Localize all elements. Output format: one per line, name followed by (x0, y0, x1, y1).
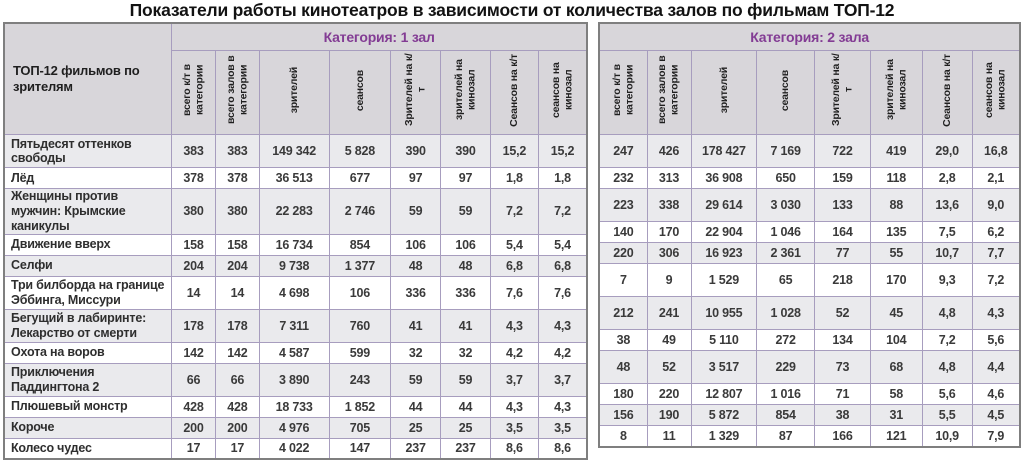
film-title-cell: Охота на воров (4, 342, 172, 363)
value-cell: 106 (441, 234, 491, 255)
value-cell: 378 (172, 168, 216, 189)
value-cell: 336 (441, 276, 491, 309)
value-cell: 854 (757, 405, 815, 426)
value-cell: 4,6 (972, 384, 1020, 405)
value-cell: 32 (441, 342, 491, 363)
film-title-cell: Короче (4, 417, 172, 438)
value-cell: 336 (391, 276, 441, 309)
tables-container (0, 22, 1024, 460)
value-cell: 8,6 (490, 438, 538, 459)
value-cell: 59 (391, 189, 441, 234)
value-cell: 4,8 (922, 297, 972, 330)
table-row (4, 396, 587, 417)
value-cell: 77 (815, 243, 871, 264)
column-header-1 (172, 51, 216, 135)
report-page (0, 1, 1024, 460)
value-cell: 4,3 (538, 396, 587, 417)
value-cell: 5,6 (972, 330, 1020, 351)
value-cell: 4,2 (490, 342, 538, 363)
value-cell: 1 377 (329, 255, 391, 276)
table-row (599, 222, 1020, 243)
value-cell: 10,7 (922, 243, 972, 264)
table-row (4, 255, 587, 276)
value-cell: 6,8 (490, 255, 538, 276)
value-cell: 17 (215, 438, 259, 459)
value-cell: 1 028 (757, 297, 815, 330)
table-row (599, 168, 1020, 189)
value-cell: 428 (215, 396, 259, 417)
column-header-4 (757, 51, 815, 135)
value-cell: 3,5 (490, 417, 538, 438)
value-cell: 65 (757, 264, 815, 297)
value-cell: 5 872 (691, 405, 757, 426)
value-cell: 166 (815, 426, 871, 447)
value-cell: 16 923 (691, 243, 757, 264)
value-cell: 38 (599, 330, 647, 351)
column-header-label: зрителей на кинозал (452, 59, 478, 121)
value-cell: 59 (441, 189, 491, 234)
value-cell: 6,8 (538, 255, 587, 276)
value-cell: 232 (599, 168, 647, 189)
column-header-8 (972, 51, 1020, 135)
column-header-label: сеансов на кинозал (983, 62, 1008, 119)
value-cell: 52 (647, 351, 691, 384)
column-header-3 (259, 51, 329, 135)
column-header-2 (215, 51, 259, 135)
value-cell: 178 (215, 309, 259, 342)
value-cell: 106 (329, 276, 391, 309)
column-header-label: всего залов в категории (656, 55, 682, 125)
value-cell: 9,0 (972, 189, 1020, 222)
column-header-row (599, 51, 1020, 135)
column-header-label: сеансов (353, 69, 366, 111)
film-title-cell: Движение вверх (4, 234, 172, 255)
value-cell: 36 908 (691, 168, 757, 189)
column-header-1 (599, 51, 647, 135)
value-cell: 383 (215, 135, 259, 168)
table-row (4, 276, 587, 309)
table-category-2-halls (598, 22, 1021, 448)
value-cell: 55 (870, 243, 922, 264)
value-cell: 29 614 (691, 189, 757, 222)
value-cell: 8 (599, 426, 647, 447)
value-cell: 14 (215, 276, 259, 309)
value-cell: 16 734 (259, 234, 329, 255)
film-title-cell: Женщины против мужчин: Крымские каникулы (4, 189, 172, 234)
value-cell: 106 (391, 234, 441, 255)
value-cell: 4,5 (972, 405, 1020, 426)
value-cell: 650 (757, 168, 815, 189)
value-cell: 48 (441, 255, 491, 276)
column-header-5 (815, 51, 871, 135)
film-title-cell: Плюшевый монстр (4, 396, 172, 417)
category-header: Категория: 1 зал (172, 23, 588, 51)
value-cell: 9,3 (922, 264, 972, 297)
value-cell: 390 (391, 135, 441, 168)
value-cell: 1 329 (691, 426, 757, 447)
value-cell: 118 (870, 168, 922, 189)
value-cell: 722 (815, 135, 871, 168)
value-cell: 164 (815, 222, 871, 243)
value-cell: 180 (599, 384, 647, 405)
value-cell: 7,6 (538, 276, 587, 309)
value-cell: 220 (599, 243, 647, 264)
value-cell: 1 046 (757, 222, 815, 243)
value-cell: 247 (599, 135, 647, 168)
value-cell: 383 (172, 135, 216, 168)
table-category-1-hall (3, 22, 588, 460)
value-cell: 4,2 (538, 342, 587, 363)
column-header-label: зрителей (287, 67, 300, 114)
value-cell: 178 427 (691, 135, 757, 168)
header-band-row (4, 23, 587, 51)
column-header-label: зрителей на кинозал (883, 59, 909, 121)
value-cell: 5,4 (538, 234, 587, 255)
table-row (4, 438, 587, 459)
value-cell: 142 (215, 342, 259, 363)
film-title-cell: Бегущий в лабиринте: Лекарство от смерти (4, 309, 172, 342)
value-cell: 38 (815, 405, 871, 426)
column-header-4 (329, 51, 391, 135)
value-cell: 4,3 (490, 309, 538, 342)
value-cell: 7 311 (259, 309, 329, 342)
value-cell: 15,2 (490, 135, 538, 168)
column-header-7 (490, 51, 538, 135)
category-header: Категория: 2 зала (599, 23, 1020, 51)
value-cell: 22 283 (259, 189, 329, 234)
value-cell: 25 (391, 417, 441, 438)
page-title: Показатели работы кинотеатров в зависимости от количества залов по фильмам ТОП-12 (129, 0, 895, 20)
value-cell: 204 (215, 255, 259, 276)
value-cell: 204 (172, 255, 216, 276)
value-cell: 88 (870, 189, 922, 222)
value-cell: 68 (870, 351, 922, 384)
films-column-header: ТОП-12 фильмов по зрителям (4, 23, 172, 135)
value-cell: 142 (172, 342, 216, 363)
value-cell: 218 (815, 264, 871, 297)
value-cell: 705 (329, 417, 391, 438)
value-cell: 380 (172, 189, 216, 234)
value-cell: 44 (391, 396, 441, 417)
value-cell: 419 (870, 135, 922, 168)
table-row (4, 135, 587, 168)
value-cell: 140 (599, 222, 647, 243)
value-cell: 48 (599, 351, 647, 384)
value-cell: 1,8 (490, 168, 538, 189)
value-cell: 428 (172, 396, 216, 417)
value-cell: 306 (647, 243, 691, 264)
column-header-8 (538, 51, 587, 135)
value-cell: 4,3 (490, 396, 538, 417)
value-cell: 7 169 (757, 135, 815, 168)
value-cell: 599 (329, 342, 391, 363)
value-cell: 48 (391, 255, 441, 276)
film-title-cell: Колесо чудес (4, 438, 172, 459)
value-cell: 3 517 (691, 351, 757, 384)
value-cell: 7,9 (972, 426, 1020, 447)
value-cell: 29,0 (922, 135, 972, 168)
value-cell: 380 (215, 189, 259, 234)
column-header-label: сеансов (779, 69, 792, 111)
value-cell: 3,7 (538, 363, 587, 396)
value-cell: 2 361 (757, 243, 815, 264)
value-cell: 147 (329, 438, 391, 459)
value-cell: 31 (870, 405, 922, 426)
value-cell: 7,7 (972, 243, 1020, 264)
column-header-3 (691, 51, 757, 135)
value-cell: 4 587 (259, 342, 329, 363)
table-row (599, 135, 1020, 168)
value-cell: 135 (870, 222, 922, 243)
value-cell: 7,2 (490, 189, 538, 234)
value-cell: 4,3 (972, 297, 1020, 330)
value-cell: 10,9 (922, 426, 972, 447)
film-title-cell: Три билборда на границе Эббинга, Миссури (4, 276, 172, 309)
value-cell: 97 (441, 168, 491, 189)
value-cell: 7,2 (972, 264, 1020, 297)
value-cell: 44 (441, 396, 491, 417)
value-cell: 97 (391, 168, 441, 189)
column-header-label: всего к/т в категории (610, 64, 636, 117)
value-cell: 7,5 (922, 222, 972, 243)
table-row (4, 168, 587, 189)
value-cell: 10 955 (691, 297, 757, 330)
value-cell: 25 (441, 417, 491, 438)
value-cell: 1 852 (329, 396, 391, 417)
value-cell: 156 (599, 405, 647, 426)
value-cell: 4,8 (922, 351, 972, 384)
value-cell: 2,1 (972, 168, 1020, 189)
column-header-label: Сеансов на к/т (940, 53, 953, 127)
value-cell: 66 (172, 363, 216, 396)
value-cell: 5,5 (922, 405, 972, 426)
value-cell: 41 (441, 309, 491, 342)
column-header-label: всего залов в категории (224, 55, 250, 125)
value-cell: 8,6 (538, 438, 587, 459)
value-cell: 18 733 (259, 396, 329, 417)
value-cell: 243 (329, 363, 391, 396)
value-cell: 760 (329, 309, 391, 342)
value-cell: 71 (815, 384, 871, 405)
value-cell: 378 (215, 168, 259, 189)
value-cell: 45 (870, 297, 922, 330)
table-row (4, 417, 587, 438)
column-header-label: всего к/т в категории (180, 64, 206, 117)
value-cell: 13,6 (922, 189, 972, 222)
value-cell: 2,8 (922, 168, 972, 189)
column-header-label: Зрителей на к/т (403, 53, 428, 127)
value-cell: 73 (815, 351, 871, 384)
value-cell: 200 (215, 417, 259, 438)
table-row (599, 351, 1020, 384)
value-cell: 36 513 (259, 168, 329, 189)
value-cell: 313 (647, 168, 691, 189)
film-title-cell: Лёд (4, 168, 172, 189)
value-cell: 58 (870, 384, 922, 405)
value-cell: 7 (599, 264, 647, 297)
table-row (599, 264, 1020, 297)
value-cell: 32 (391, 342, 441, 363)
column-header-label: Зрителей на к/т (829, 53, 855, 127)
value-cell: 3,5 (538, 417, 587, 438)
value-cell: 4,3 (538, 309, 587, 342)
value-cell: 3 030 (757, 189, 815, 222)
value-cell: 133 (815, 189, 871, 222)
value-cell: 1 529 (691, 264, 757, 297)
value-cell: 178 (172, 309, 216, 342)
column-header-7 (922, 51, 972, 135)
value-cell: 12 807 (691, 384, 757, 405)
value-cell: 338 (647, 189, 691, 222)
value-cell: 3,7 (490, 363, 538, 396)
value-cell: 170 (870, 264, 922, 297)
value-cell: 22 904 (691, 222, 757, 243)
header-band-row (599, 23, 1020, 51)
value-cell: 5 110 (691, 330, 757, 351)
column-header-label: зрителей (717, 67, 730, 114)
value-cell: 104 (870, 330, 922, 351)
table-row (4, 309, 587, 342)
value-cell: 7,2 (538, 189, 587, 234)
value-cell: 149 342 (259, 135, 329, 168)
value-cell: 49 (647, 330, 691, 351)
value-cell: 237 (441, 438, 491, 459)
table-row (599, 405, 1020, 426)
value-cell: 1 016 (757, 384, 815, 405)
value-cell: 66 (215, 363, 259, 396)
value-cell: 14 (172, 276, 216, 309)
value-cell: 7,2 (922, 330, 972, 351)
table-row (4, 189, 587, 234)
value-cell: 4 698 (259, 276, 329, 309)
film-title-cell: Пятьдесят оттенков свободы (4, 135, 172, 168)
value-cell: 158 (172, 234, 216, 255)
value-cell: 17 (172, 438, 216, 459)
value-cell: 854 (329, 234, 391, 255)
value-cell: 2 746 (329, 189, 391, 234)
column-header-label: сеансов на кинозал (549, 62, 575, 119)
value-cell: 121 (870, 426, 922, 447)
column-header-2 (647, 51, 691, 135)
value-cell: 3 890 (259, 363, 329, 396)
value-cell: 272 (757, 330, 815, 351)
table-row (599, 426, 1020, 447)
value-cell: 159 (815, 168, 871, 189)
value-cell: 6,2 (972, 222, 1020, 243)
value-cell: 220 (647, 384, 691, 405)
value-cell: 212 (599, 297, 647, 330)
film-title-cell: Приключения Паддингтона 2 (4, 363, 172, 396)
value-cell: 390 (441, 135, 491, 168)
value-cell: 52 (815, 297, 871, 330)
table-row (4, 363, 587, 396)
value-cell: 59 (441, 363, 491, 396)
value-cell: 229 (757, 351, 815, 384)
column-header-label: Сеансов на к/т (508, 53, 521, 127)
value-cell: 4 022 (259, 438, 329, 459)
value-cell: 426 (647, 135, 691, 168)
value-cell: 5 828 (329, 135, 391, 168)
table-row (4, 234, 587, 255)
value-cell: 5,6 (922, 384, 972, 405)
value-cell: 190 (647, 405, 691, 426)
column-header-6 (870, 51, 922, 135)
film-title-cell: Селфи (4, 255, 172, 276)
value-cell: 7,6 (490, 276, 538, 309)
value-cell: 11 (647, 426, 691, 447)
value-cell: 1,8 (538, 168, 587, 189)
value-cell: 170 (647, 222, 691, 243)
value-cell: 5,4 (490, 234, 538, 255)
value-cell: 4 976 (259, 417, 329, 438)
column-header-6 (441, 51, 491, 135)
value-cell: 158 (215, 234, 259, 255)
value-cell: 59 (391, 363, 441, 396)
value-cell: 134 (815, 330, 871, 351)
table-row (599, 330, 1020, 351)
value-cell: 200 (172, 417, 216, 438)
table-row (599, 297, 1020, 330)
value-cell: 4,4 (972, 351, 1020, 384)
value-cell: 677 (329, 168, 391, 189)
value-cell: 9 (647, 264, 691, 297)
value-cell: 237 (391, 438, 441, 459)
value-cell: 223 (599, 189, 647, 222)
table-row (599, 189, 1020, 222)
value-cell: 41 (391, 309, 441, 342)
table-row (599, 243, 1020, 264)
value-cell: 241 (647, 297, 691, 330)
value-cell: 16,8 (972, 135, 1020, 168)
table-row (4, 342, 587, 363)
table-row (599, 384, 1020, 405)
value-cell: 9 738 (259, 255, 329, 276)
column-header-5 (391, 51, 441, 135)
value-cell: 87 (757, 426, 815, 447)
value-cell: 15,2 (538, 135, 587, 168)
